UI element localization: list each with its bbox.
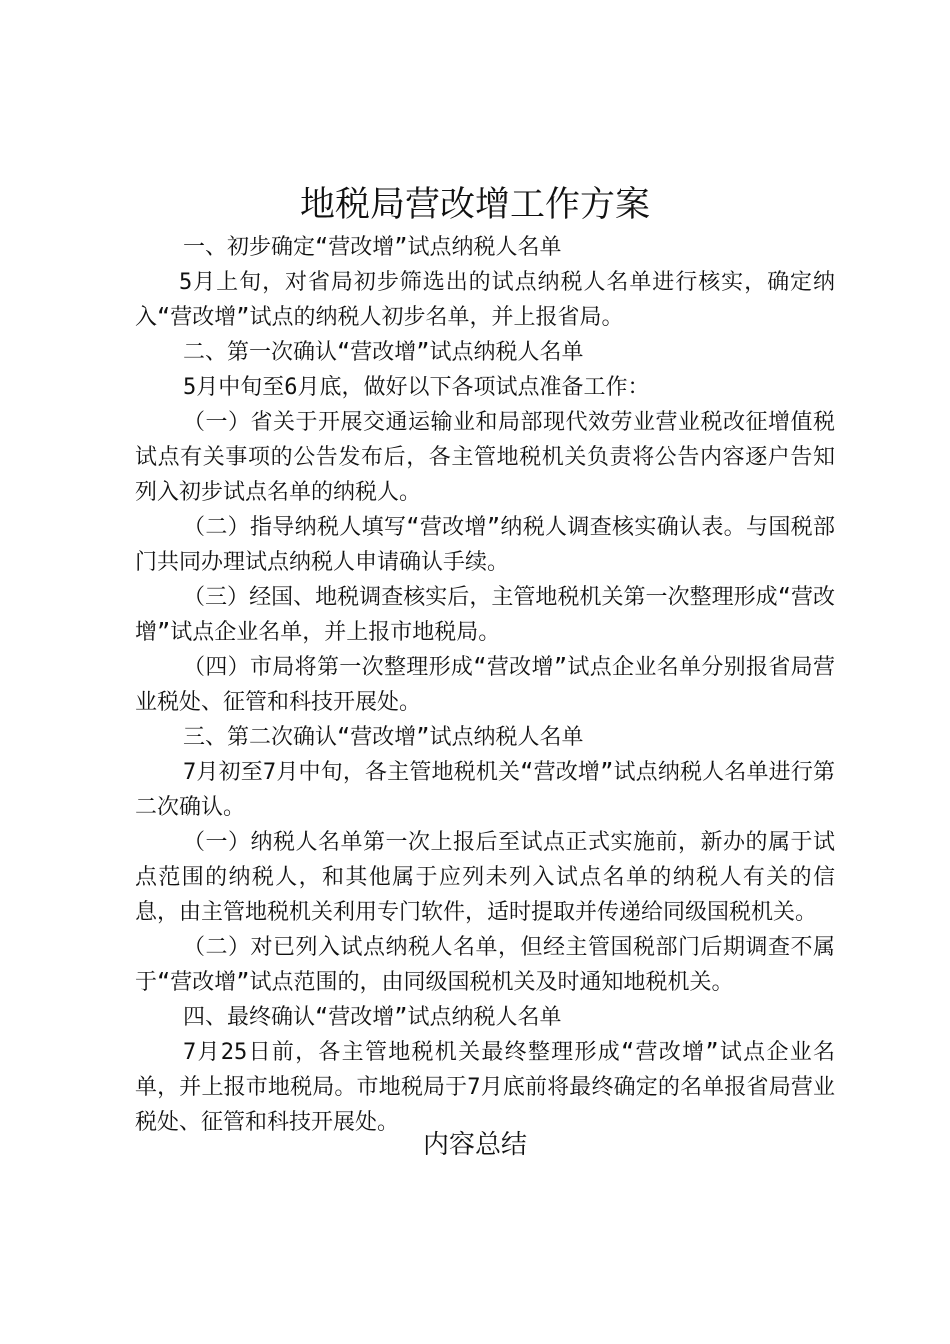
paragraph: （一）省关于开展交通运输业和局部现代效劳业营业税改征增值税试点有关事项的公告发布后，各主管地税机关负责将公告内容逐户告知列入初步试点名单的纳税人。 bbox=[135, 410, 835, 505]
document-body bbox=[135, 230, 835, 1140]
paragraph: （二）对已列入试点纳税人名单，但经主管国税部门后期调查不属于“营改增”试点范围的，由同级国税机关及时通知地税机关。 bbox=[135, 935, 835, 995]
paragraph: （一）纳税人名单第一次上报后至试点正式实施前，新办的属于试点范围的纳税人，和其他属于应列未列入试点名单的纳税人有关的信息，由主管地税机关利用专门软件，适时提取并传递给同级国税机关。 bbox=[135, 830, 835, 925]
paragraph: 5月中旬至6月底，做好以下各项试点准备工作： bbox=[183, 375, 650, 400]
summary-heading: 内容总结 bbox=[422, 1130, 527, 1160]
section-heading-2: 二、第一次确认“营改增”试点纳税人名单 bbox=[183, 340, 584, 365]
document-title: 地税局营改增工作方案 bbox=[299, 185, 650, 225]
paragraph: （二）指导纳税人填写“营改增”纳税人调查核实确认表。与国税部门共同办理试点纳税人申请确认手续。 bbox=[135, 515, 835, 575]
paragraph: （三）经国、地税调查核实后，主管地税机关第一次整理形成“营改增”试点企业名单，并上报市地税局。 bbox=[135, 585, 835, 645]
paragraph: 7月初至7月中旬，各主管地税机关“营改增”试点纳税人名单进行第二次确认。 bbox=[135, 760, 835, 820]
section-heading-1: 一、初步确定“营改增”试点纳税人名单 bbox=[183, 235, 562, 260]
paragraph: 7月25日前，各主管地税机关最终整理形成“营改增”试点企业名单，并上报市地税局。市地税局于7月底前将最终确定的名单报省局营业税处、征管和科技开展处。 bbox=[135, 1040, 835, 1135]
paragraph: （四）市局将第一次整理形成“营改增”试点企业名单分别报省局营业税处、征管和科技开展处。 bbox=[135, 655, 835, 715]
section-heading-4: 四、最终确认“营改增”试点纳税人名单 bbox=[183, 1005, 562, 1030]
paragraph: 5月上旬，对省局初步筛选出的试点纳税人名单进行核实，确定纳入“营改增”试点的纳税人初步名单，并上报省局。 bbox=[135, 270, 835, 330]
section-heading-3: 三、第二次确认“营改增”试点纳税人名单 bbox=[183, 725, 584, 750]
